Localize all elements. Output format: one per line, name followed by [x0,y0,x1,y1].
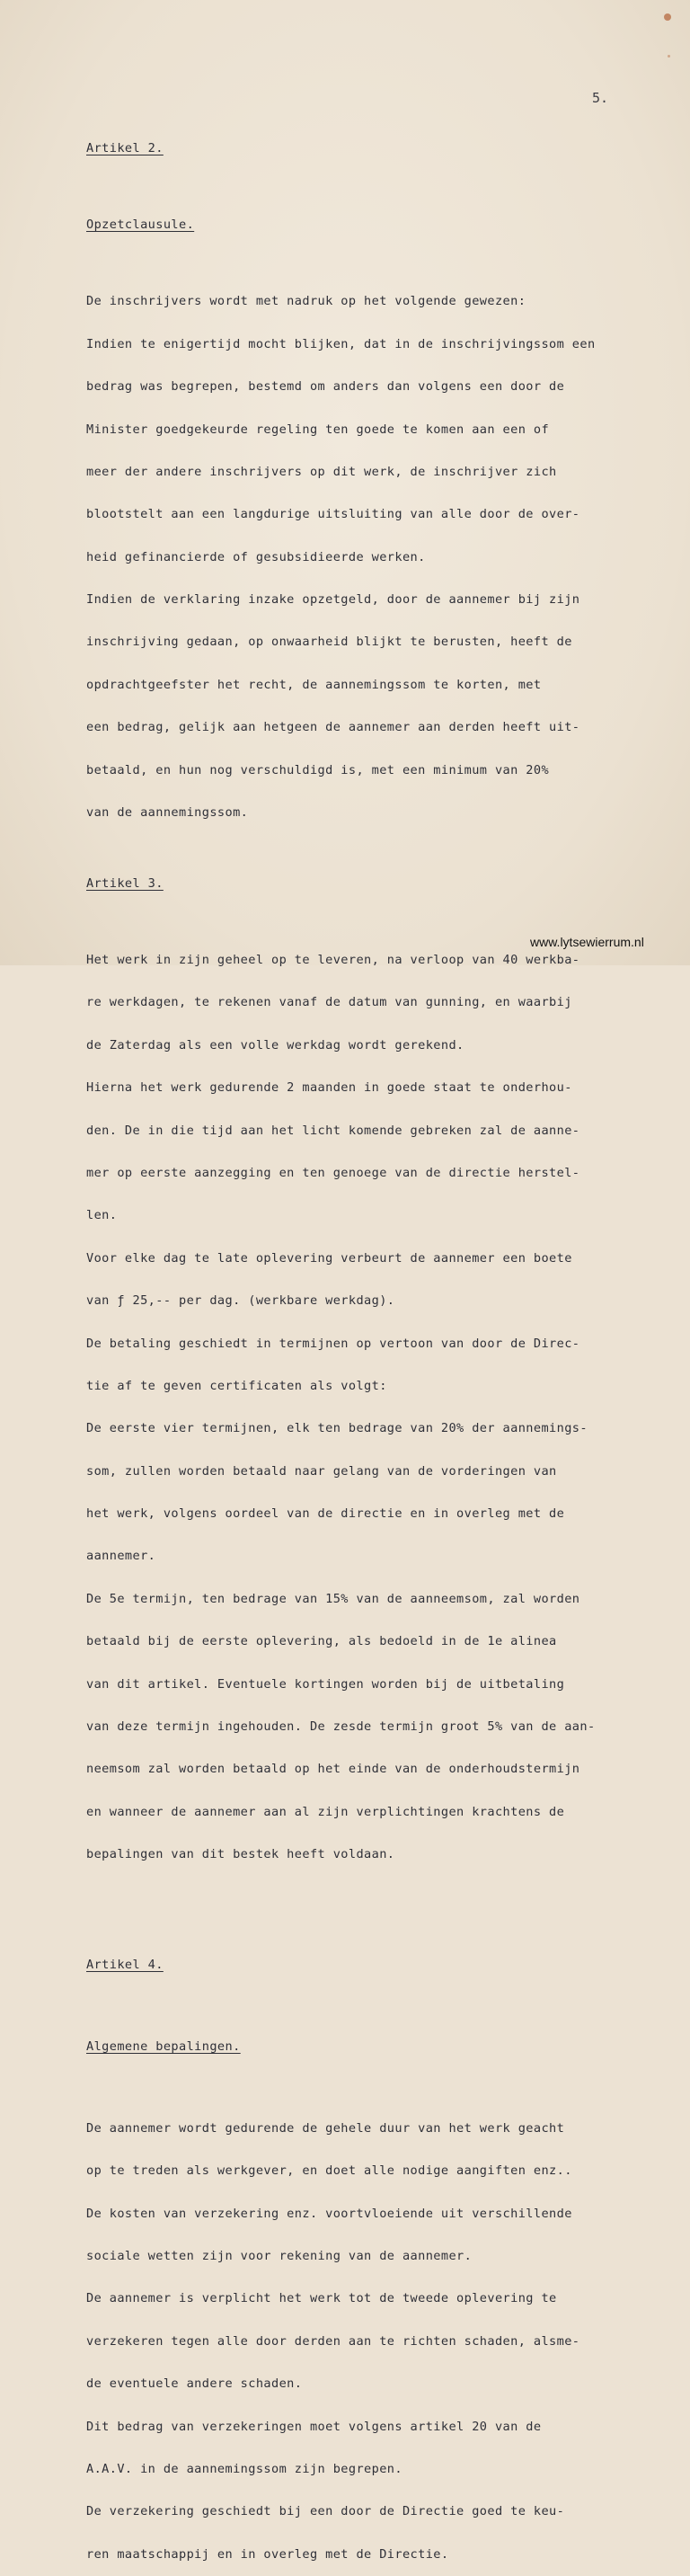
text-line: Dit bedrag van verzekeringen moet volgens artikel 20 van de [86,2419,542,2434]
document-body [86,100,661,2576]
text-line: van deze termijn ingehouden. De zesde termijn groot 5% van de aan- [86,1719,596,1735]
text-line: Minister goedgekeurde regeling ten goede te komen aan een of [86,422,550,437]
text-line: De kosten van verzekering enz. voortvloeiende uit verschillende [86,2206,572,2221]
text-line: blootstelt aan een langdurige uitsluiting van alle door de over- [86,507,580,522]
text-line: A.A.V. in de aannemingssom zijn begrepen. [86,2461,402,2476]
text-line: De aannemer wordt gedurende de gehele duur van het werk geacht [86,2120,565,2136]
text-line: neemsom zal worden betaald op het einde van de onderhoudstermijn [86,1762,580,1777]
text-line: een bedrag, gelijk aan hetgeen de aannemer aan derden heeft uit- [86,720,580,735]
text-line: Indien te enigertijd mocht blijken, dat in de inschrijvingssom een [86,336,596,351]
article-2-heading: Artikel 2. [86,141,164,156]
text-line: betaald bij de eerste oplevering, als bedoeld in de 1e alinea [86,1634,557,1649]
text-line: van de aannemingssom. [86,805,249,821]
text-line: De verzekering geschiedt bij een door de Directie goed te keu- [86,2504,565,2519]
article-3-heading: Artikel 3. [86,876,164,892]
text-line: ren maatschappij en in overleg met de Directie. [86,2546,449,2562]
article-4-subheading: Algemene bepalingen. [86,2039,241,2054]
page-number: 5. [592,90,609,106]
text-line: bedrag was begrepen, bestemd om anders dan volgens een door de [86,379,565,395]
text-line: aannemer. [86,1549,156,1564]
text-line: De betaling geschiedt in termijnen op vertoon van door de Direc- [86,1336,580,1351]
text-line: Voor elke dag te late oplevering verbeurt de aannemer een boete [86,1250,572,1266]
text-line: len. [86,1208,118,1223]
text-line: betaald, en hun nog verschuldigd is, met een minimum van 20% [86,762,550,777]
text-line: De aannemer is verplicht het werk tot de tweede oplevering te [86,2291,557,2306]
text-line: inschrijving gedaan, op onwaarheid blijkt te berusten, heeft de [86,635,572,650]
text-line: Indien de verklaring inzake opzetgeld, door de aannemer bij zijn [86,592,580,608]
text-line: sociale wetten zijn voor rekening van de aannemer. [86,2248,473,2263]
text-line: op te treden als werkgever, en doet alle nodige aangiften enz.. [86,2163,572,2179]
text-line: som, zullen worden betaald naar gelang van de vorderingen van [86,1463,557,1479]
rust-spot [668,55,670,58]
text-line: de Zaterdag als een volle werkdag wordt gerekend. [86,1037,464,1053]
text-line: meer der andere inschrijvers op dit werk, de inschrijver zich [86,464,557,479]
text-line: Het werk in zijn geheel op te leveren, na verloop van 40 werkba- [86,953,580,968]
text-line: de eventuele andere schaden. [86,2376,303,2392]
text-line: van dit artikel. Eventuele kortingen worden bij de uitbetaling [86,1676,565,1692]
text-line: verzekeren tegen alle door derden aan te richten schaden, alsme- [86,2333,580,2349]
article-2-subheading: Opzetclausule. [86,218,195,233]
text-line: het werk, volgens oordeel van de directie en in overleg met de [86,1506,565,1522]
text-line: van ƒ 25,-- per dag. (werkbare werkdag). [86,1293,395,1309]
text-line: heid gefinancierde of gesubsidieerde werken. [86,549,426,564]
website-watermark: www.lytsewierrum.nl [530,935,644,949]
text-line: tie af te geven certificaten als volgt: [86,1378,387,1393]
text-line: De inschrijvers wordt met nadruk op het volgende gewezen: [86,294,526,309]
article-4-heading: Artikel 4. [86,1957,164,1972]
text-line: opdrachtgeefster het recht, de aannemingssom te korten, met [86,677,542,692]
text-line: Hierna het werk gedurende 2 maanden in goede staat te onderhou- [86,1080,572,1096]
text-line: De 5e termijn, ten bedrage van 15% van de aanneemsom, zal worden [86,1591,580,1606]
text-line: en wanneer de aannemer aan al zijn verplichtingen krachtens de [86,1804,565,1819]
text-line: re werkdagen, te rekenen vanaf de datum van gunning, en waarbij [86,995,572,1010]
text-line: bepalingen van dit bestek heeft voldaan. [86,1847,395,1862]
rust-spot [664,13,671,21]
text-line: De eerste vier termijnen, elk ten bedrage van 20% der aannemings- [86,1421,588,1436]
text-line: den. De in die tijd aan het licht komende gebreken zal de aanne- [86,1123,580,1138]
text-line: mer op eerste aanzegging en ten genoege van de directie herstel- [86,1165,580,1180]
